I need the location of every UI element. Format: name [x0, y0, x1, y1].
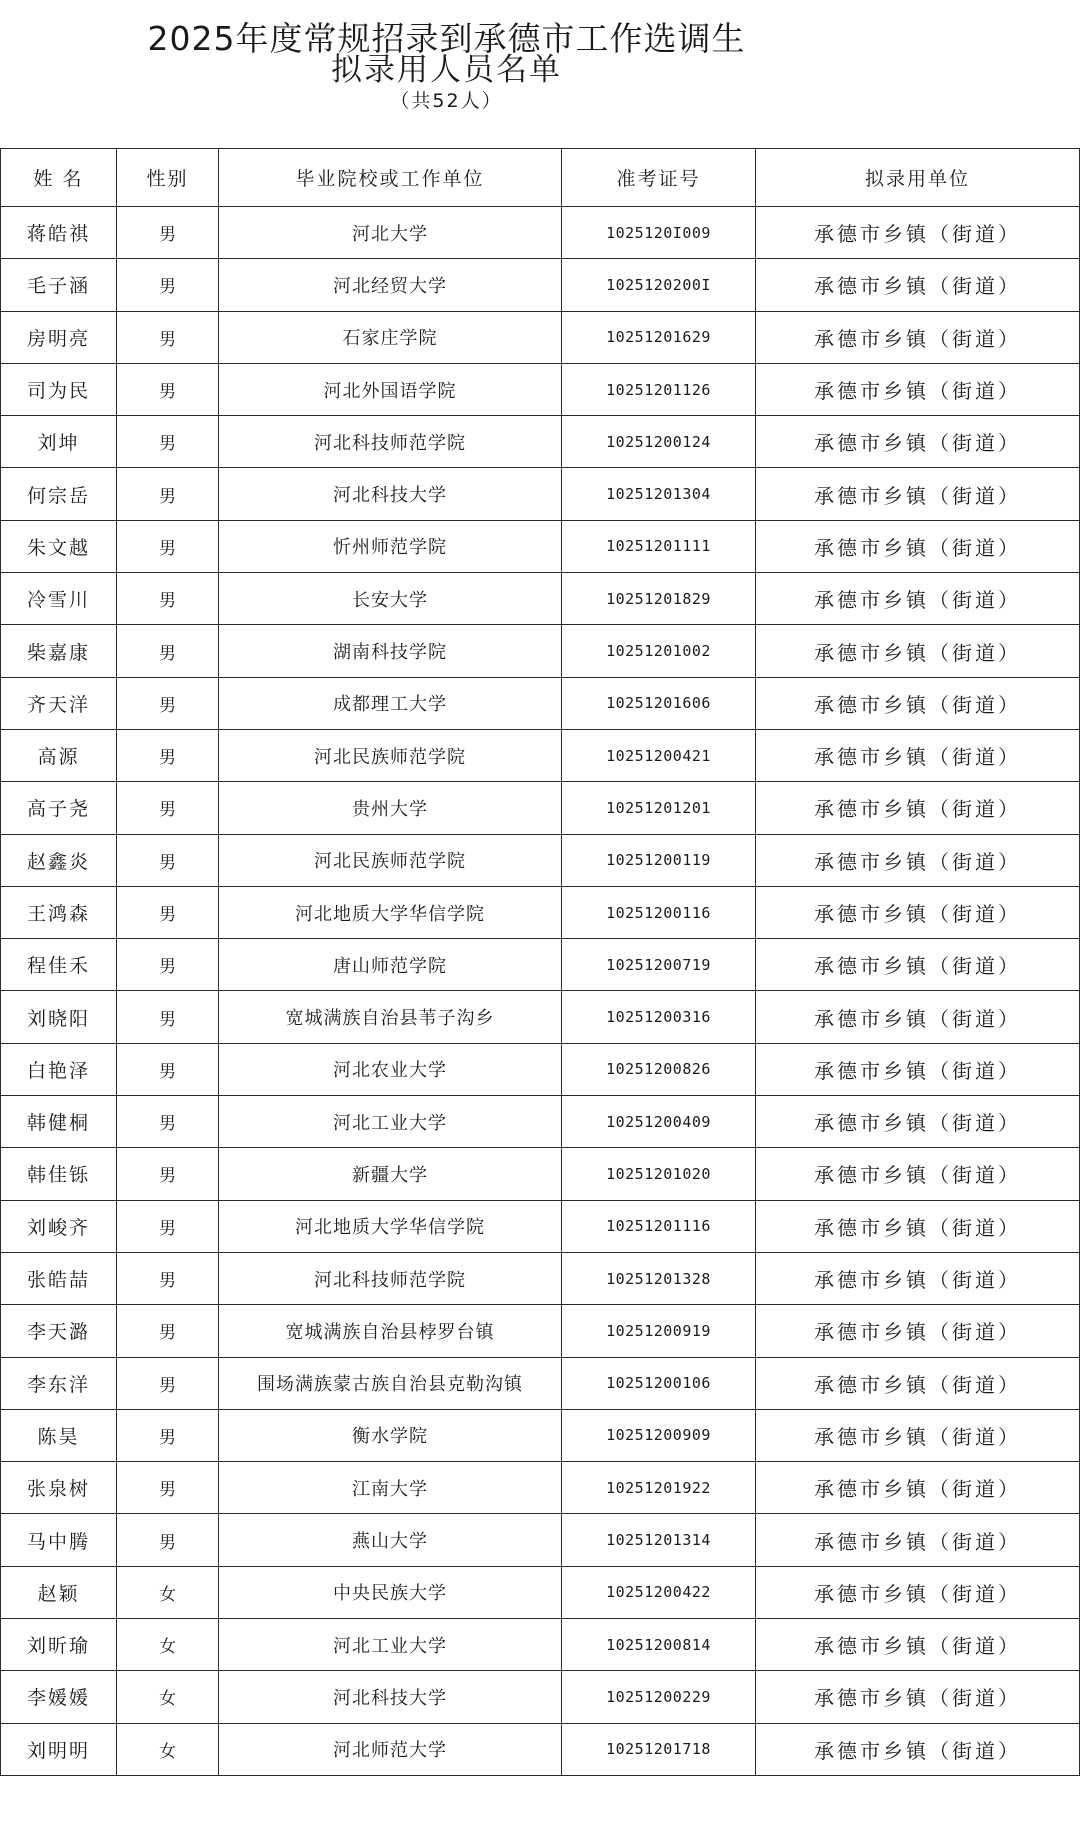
cell-assigned-unit: 承德市乡镇（街道） — [756, 729, 1080, 781]
cell-name: 司为民 — [1, 363, 117, 415]
cell-ticket-number: 10251201126 — [562, 363, 756, 415]
cell-gender: 男 — [117, 991, 219, 1043]
cell-ticket-number: 10251201922 — [562, 1462, 756, 1514]
table-row — [1, 1671, 1080, 1723]
cell-school: 宽城满族自治县桲罗台镇 — [219, 1305, 562, 1357]
cell-gender: 男 — [117, 468, 219, 520]
cell-name: 马中腾 — [1, 1514, 117, 1566]
cell-gender: 女 — [117, 1619, 219, 1671]
cell-name: 齐天洋 — [1, 677, 117, 729]
cell-school: 忻州师范学院 — [219, 520, 562, 572]
cell-assigned-unit: 承德市乡镇（街道） — [756, 416, 1080, 468]
cell-ticket-number: 10251200421 — [562, 729, 756, 781]
cell-gender: 男 — [117, 1357, 219, 1409]
cell-school: 长安大学 — [219, 573, 562, 625]
cell-gender: 女 — [117, 1671, 219, 1723]
cell-name: 毛子涵 — [1, 259, 117, 311]
cell-gender: 男 — [117, 729, 219, 781]
cell-name: 刘晓阳 — [1, 991, 117, 1043]
cell-assigned-unit: 承德市乡镇（街道） — [756, 1096, 1080, 1148]
table-row — [1, 1357, 1080, 1409]
table-row — [1, 991, 1080, 1043]
cell-assigned-unit: 承德市乡镇（街道） — [756, 677, 1080, 729]
cell-school: 河北民族师范学院 — [219, 729, 562, 781]
cell-school: 河北地质大学华信学院 — [219, 1200, 562, 1252]
cell-school: 新疆大学 — [219, 1148, 562, 1200]
cell-name: 高源 — [1, 729, 117, 781]
column-header-ticket: 准考证号 — [562, 149, 756, 207]
cell-ticket-number: 10251200124 — [562, 416, 756, 468]
cell-gender: 女 — [117, 1566, 219, 1618]
cell-ticket-number: 10251201002 — [562, 625, 756, 677]
cell-ticket-number: 10251201718 — [562, 1723, 756, 1775]
cell-assigned-unit: 承德市乡镇（街道） — [756, 1514, 1080, 1566]
cell-gender: 男 — [117, 1252, 219, 1304]
table-row — [1, 520, 1080, 572]
cell-ticket-number: 1025120200I — [562, 259, 756, 311]
cell-school: 河北民族师范学院 — [219, 834, 562, 886]
cell-gender: 男 — [117, 207, 219, 259]
cell-gender: 男 — [117, 520, 219, 572]
cell-name: 张泉树 — [1, 1462, 117, 1514]
cell-ticket-number: 10251200106 — [562, 1357, 756, 1409]
cell-gender: 男 — [117, 1148, 219, 1200]
cell-name: 王鸿森 — [1, 886, 117, 938]
cell-school: 贵州大学 — [219, 782, 562, 834]
cell-gender: 男 — [117, 1043, 219, 1095]
cell-ticket-number: 10251201328 — [562, 1252, 756, 1304]
cell-gender: 男 — [117, 1305, 219, 1357]
table-row — [1, 468, 1080, 520]
table-row — [1, 1723, 1080, 1775]
cell-assigned-unit: 承德市乡镇（街道） — [756, 782, 1080, 834]
cell-assigned-unit: 承德市乡镇（街道） — [756, 1200, 1080, 1252]
cell-assigned-unit: 承德市乡镇（街道） — [756, 1723, 1080, 1775]
cell-ticket-number: 10251201304 — [562, 468, 756, 520]
cell-gender: 男 — [117, 311, 219, 363]
cell-gender: 男 — [117, 1200, 219, 1252]
cell-gender: 男 — [117, 886, 219, 938]
table-row — [1, 677, 1080, 729]
cell-school: 河北科技师范学院 — [219, 1252, 562, 1304]
cell-assigned-unit: 承德市乡镇（街道） — [756, 1409, 1080, 1461]
cell-name: 房明亮 — [1, 311, 117, 363]
cell-school: 河北工业大学 — [219, 1619, 562, 1671]
column-header-unit: 拟录用单位 — [756, 149, 1080, 207]
cell-ticket-number: 10251200316 — [562, 991, 756, 1043]
cell-school: 成都理工大学 — [219, 677, 562, 729]
column-header-name: 姓 名 — [1, 149, 117, 207]
cell-assigned-unit: 承德市乡镇（街道） — [756, 520, 1080, 572]
column-header-gender: 性别 — [117, 149, 219, 207]
cell-gender: 男 — [117, 782, 219, 834]
cell-name: 赵鑫炎 — [1, 834, 117, 886]
cell-school: 燕山大学 — [219, 1514, 562, 1566]
table-row — [1, 416, 1080, 468]
cell-gender: 男 — [117, 259, 219, 311]
cell-school: 唐山师范学院 — [219, 939, 562, 991]
cell-gender: 男 — [117, 416, 219, 468]
cell-ticket-number: 10251200719 — [562, 939, 756, 991]
cell-gender: 男 — [117, 1514, 219, 1566]
cell-ticket-number: 10251201829 — [562, 573, 756, 625]
table-row — [1, 1043, 1080, 1095]
cell-name: 张皓喆 — [1, 1252, 117, 1304]
cell-ticket-number: 10251201020 — [562, 1148, 756, 1200]
cell-gender: 女 — [117, 1723, 219, 1775]
table-row — [1, 1148, 1080, 1200]
cell-ticket-number: 10251200422 — [562, 1566, 756, 1618]
table-row — [1, 834, 1080, 886]
table-body — [1, 207, 1080, 1776]
cell-school: 宽城满族自治县苇子沟乡 — [219, 991, 562, 1043]
cell-gender: 男 — [117, 573, 219, 625]
table-row — [1, 259, 1080, 311]
cell-name: 韩佳铄 — [1, 1148, 117, 1200]
cell-assigned-unit: 承德市乡镇（街道） — [756, 834, 1080, 886]
cell-ticket-number: 10251200116 — [562, 886, 756, 938]
table-row — [1, 1462, 1080, 1514]
cell-school: 河北外国语学院 — [219, 363, 562, 415]
cell-name: 韩健桐 — [1, 1096, 117, 1148]
cell-gender: 男 — [117, 1409, 219, 1461]
table-row — [1, 1200, 1080, 1252]
cell-name: 程佳禾 — [1, 939, 117, 991]
table-row — [1, 311, 1080, 363]
cell-ticket-number: 10251201201 — [562, 782, 756, 834]
document-title: 2025年度常规招录到承德市工作选调生 — [147, 19, 746, 58]
cell-name: 刘峻齐 — [1, 1200, 117, 1252]
cell-assigned-unit: 承德市乡镇（街道） — [756, 1148, 1080, 1200]
cell-assigned-unit: 承德市乡镇（街道） — [756, 363, 1080, 415]
cell-ticket-number: 10251201629 — [562, 311, 756, 363]
cell-name: 陈昊 — [1, 1409, 117, 1461]
cell-assigned-unit: 承德市乡镇（街道） — [756, 1462, 1080, 1514]
cell-ticket-number: 10251201116 — [562, 1200, 756, 1252]
cell-assigned-unit: 承德市乡镇（街道） — [756, 1252, 1080, 1304]
cell-ticket-number: 1025120I009 — [562, 207, 756, 259]
table-row — [1, 782, 1080, 834]
cell-assigned-unit: 承德市乡镇（街道） — [756, 625, 1080, 677]
document-title-line2: 拟录用人员名单 — [331, 52, 562, 88]
cell-ticket-number: 10251201314 — [562, 1514, 756, 1566]
cell-assigned-unit: 承德市乡镇（街道） — [756, 1357, 1080, 1409]
document-subtitle: （共52人） — [390, 90, 503, 112]
cell-assigned-unit: 承德市乡镇（街道） — [756, 886, 1080, 938]
table-row — [1, 1096, 1080, 1148]
cell-name: 冷雪川 — [1, 573, 117, 625]
cell-name: 刘明明 — [1, 1723, 117, 1775]
cell-assigned-unit: 承德市乡镇（街道） — [756, 991, 1080, 1043]
table-row — [1, 1305, 1080, 1357]
roster-table — [0, 148, 1080, 1776]
cell-name: 李天潞 — [1, 1305, 117, 1357]
cell-gender: 男 — [117, 1096, 219, 1148]
cell-school: 河北科技师范学院 — [219, 416, 562, 468]
cell-assigned-unit: 承德市乡镇（街道） — [756, 468, 1080, 520]
table-row — [1, 886, 1080, 938]
cell-school: 河北经贸大学 — [219, 259, 562, 311]
cell-ticket-number: 10251200814 — [562, 1619, 756, 1671]
cell-assigned-unit: 承德市乡镇（街道） — [756, 573, 1080, 625]
cell-name: 刘昕瑜 — [1, 1619, 117, 1671]
cell-name: 刘坤 — [1, 416, 117, 468]
cell-name: 何宗岳 — [1, 468, 117, 520]
cell-gender: 男 — [117, 677, 219, 729]
cell-ticket-number: 10251200229 — [562, 1671, 756, 1723]
cell-school: 石家庄学院 — [219, 311, 562, 363]
cell-gender: 男 — [117, 1462, 219, 1514]
cell-assigned-unit: 承德市乡镇（街道） — [756, 1043, 1080, 1095]
cell-assigned-unit: 承德市乡镇（街道） — [756, 1566, 1080, 1618]
cell-school: 衡水学院 — [219, 1409, 562, 1461]
cell-gender: 男 — [117, 834, 219, 886]
table-header-row — [1, 149, 1080, 207]
cell-gender: 男 — [117, 363, 219, 415]
table-row — [1, 207, 1080, 259]
cell-name: 蒋皓祺 — [1, 207, 117, 259]
cell-name: 柴嘉康 — [1, 625, 117, 677]
cell-assigned-unit: 承德市乡镇（街道） — [756, 259, 1080, 311]
table-row — [1, 1409, 1080, 1461]
cell-assigned-unit: 承德市乡镇（街道） — [756, 311, 1080, 363]
cell-school: 中央民族大学 — [219, 1566, 562, 1618]
cell-school: 河北科技大学 — [219, 1671, 562, 1723]
cell-ticket-number: 10251200919 — [562, 1305, 756, 1357]
cell-school: 河北大学 — [219, 207, 562, 259]
cell-name: 白艳泽 — [1, 1043, 117, 1095]
cell-assigned-unit: 承德市乡镇（街道） — [756, 1671, 1080, 1723]
table-row — [1, 1252, 1080, 1304]
column-header-school: 毕业院校或工作单位 — [219, 149, 562, 207]
cell-name: 高子尧 — [1, 782, 117, 834]
cell-school: 河北师范大学 — [219, 1723, 562, 1775]
cell-ticket-number: 10251201606 — [562, 677, 756, 729]
cell-gender: 男 — [117, 939, 219, 991]
cell-ticket-number: 10251200909 — [562, 1409, 756, 1461]
table-row — [1, 729, 1080, 781]
cell-gender: 男 — [117, 625, 219, 677]
cell-ticket-number: 10251200409 — [562, 1096, 756, 1148]
cell-school: 江南大学 — [219, 1462, 562, 1514]
cell-ticket-number: 10251200119 — [562, 834, 756, 886]
table-row — [1, 363, 1080, 415]
cell-school: 河北地质大学华信学院 — [219, 886, 562, 938]
table-row — [1, 939, 1080, 991]
table-row — [1, 573, 1080, 625]
cell-name: 赵颖 — [1, 1566, 117, 1618]
table-row — [1, 625, 1080, 677]
table-row — [1, 1566, 1080, 1618]
cell-school: 河北科技大学 — [219, 468, 562, 520]
cell-name: 李东洋 — [1, 1357, 117, 1409]
cell-ticket-number: 10251200826 — [562, 1043, 756, 1095]
cell-ticket-number: 10251201111 — [562, 520, 756, 572]
cell-school: 河北农业大学 — [219, 1043, 562, 1095]
cell-name: 李媛媛 — [1, 1671, 117, 1723]
table-row — [1, 1514, 1080, 1566]
cell-school: 河北工业大学 — [219, 1096, 562, 1148]
cell-school: 围场满族蒙古族自治县克勒沟镇 — [219, 1357, 562, 1409]
table-row — [1, 1619, 1080, 1671]
cell-assigned-unit: 承德市乡镇（街道） — [756, 939, 1080, 991]
cell-assigned-unit: 承德市乡镇（街道） — [756, 1619, 1080, 1671]
cell-assigned-unit: 承德市乡镇（街道） — [756, 207, 1080, 259]
cell-name: 朱文越 — [1, 520, 117, 572]
cell-assigned-unit: 承德市乡镇（街道） — [756, 1305, 1080, 1357]
cell-school: 湖南科技学院 — [219, 625, 562, 677]
